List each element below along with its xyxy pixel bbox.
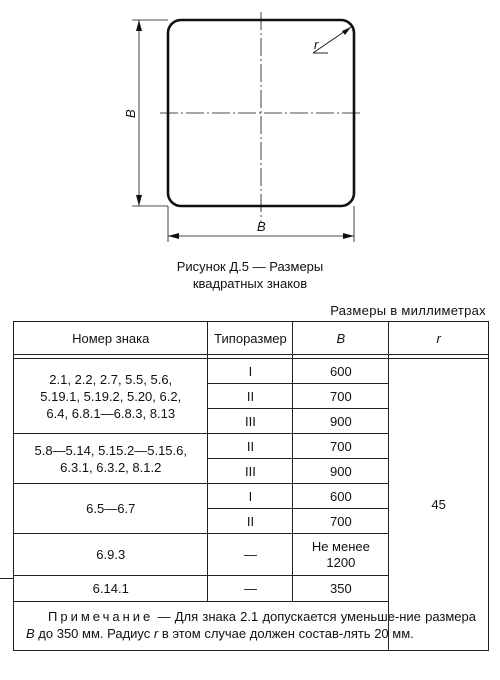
margin-rule	[0, 578, 14, 579]
sign-numbers-cell	[14, 534, 208, 576]
dimensions-table	[13, 321, 489, 651]
size-type-cell: II	[208, 434, 293, 459]
sign-dimension-drawing	[0, 0, 500, 260]
size-type-cell: I	[208, 359, 293, 384]
vertical-dimension-label: B	[123, 109, 138, 118]
units-note: Размеры в миллиметрах	[330, 303, 486, 318]
sign-line: 6.4, 6.8.1—6.8.3, 8.13	[46, 405, 176, 421]
sign-line: 5.8—5.14, 5.15.2—5.15.6,	[34, 442, 187, 458]
sign-line: 6.14.1	[92, 581, 129, 596]
b-value-cell: 600	[293, 484, 389, 509]
caption-line-1: Рисунок Д.5 — Размеры	[176, 259, 324, 274]
figure-caption	[0, 258, 500, 292]
table-row	[14, 359, 489, 384]
note-label: Примечание	[48, 609, 154, 624]
caption-line-2: квадратных знаков	[192, 276, 308, 291]
sign-numbers-cell	[14, 484, 208, 534]
table-note	[14, 602, 489, 651]
r-value-cell: 45	[389, 359, 489, 651]
b-value-cell: 900	[293, 459, 389, 484]
b-value-cell: 700	[293, 384, 389, 409]
b-value-line: Не менее	[311, 538, 370, 554]
sign-numbers-cell	[14, 359, 208, 434]
horizontal-arrow-left	[168, 233, 179, 239]
b-value-cell	[293, 534, 389, 576]
b-value-line: 1200	[326, 554, 356, 570]
table-note-row	[14, 602, 489, 651]
note-r-symbol: r	[153, 626, 159, 641]
horizontal-arrow-right	[343, 233, 354, 239]
size-type-cell: —	[208, 534, 293, 576]
size-type-cell: III	[208, 459, 293, 484]
sign-numbers-cell	[14, 434, 208, 484]
sign-numbers-cell	[14, 576, 208, 602]
note-text: в этом случае должен состав-лять 20 мм.	[158, 626, 414, 641]
sign-line: 6.5—6.7	[86, 501, 136, 516]
radius-label: r	[314, 37, 319, 52]
header-b: B	[293, 322, 389, 355]
sign-line: 2.1, 2.2, 2.7, 5.5, 5.6,	[49, 371, 173, 387]
vertical-arrow-top	[136, 20, 142, 31]
size-type-cell: I	[208, 484, 293, 509]
sign-line: 5.19.1, 5.19.2, 5.20, 6.2,	[40, 388, 182, 404]
header-r: r	[389, 322, 489, 355]
radius-arrow-head	[342, 27, 351, 35]
size-type-cell: II	[208, 509, 293, 534]
b-value-cell: 700	[293, 509, 389, 534]
table-header-row	[14, 322, 489, 355]
size-type-cell: II	[208, 384, 293, 409]
vertical-arrow-bottom	[136, 195, 142, 206]
size-type-cell: III	[208, 409, 293, 434]
b-value-cell: 700	[293, 434, 389, 459]
horizontal-dimension-label: B	[257, 219, 266, 234]
b-value-cell: 600	[293, 359, 389, 384]
header-sign-number: Номер знака	[14, 322, 208, 355]
note-b-symbol: B	[26, 626, 35, 641]
sign-line: 6.3.1, 6.3.2, 8.1.2	[60, 459, 162, 475]
note-text: до 350 мм. Радиус	[34, 626, 154, 641]
b-value-cell: 900	[293, 409, 389, 434]
sign-line: 6.9.3	[96, 547, 126, 562]
size-type-cell: —	[208, 576, 293, 602]
header-size-type: Типоразмер	[208, 322, 293, 355]
b-value-cell: 350	[293, 576, 389, 602]
note-text: — Для знака 2.1 допускается уменьше-ние размера	[153, 609, 476, 624]
